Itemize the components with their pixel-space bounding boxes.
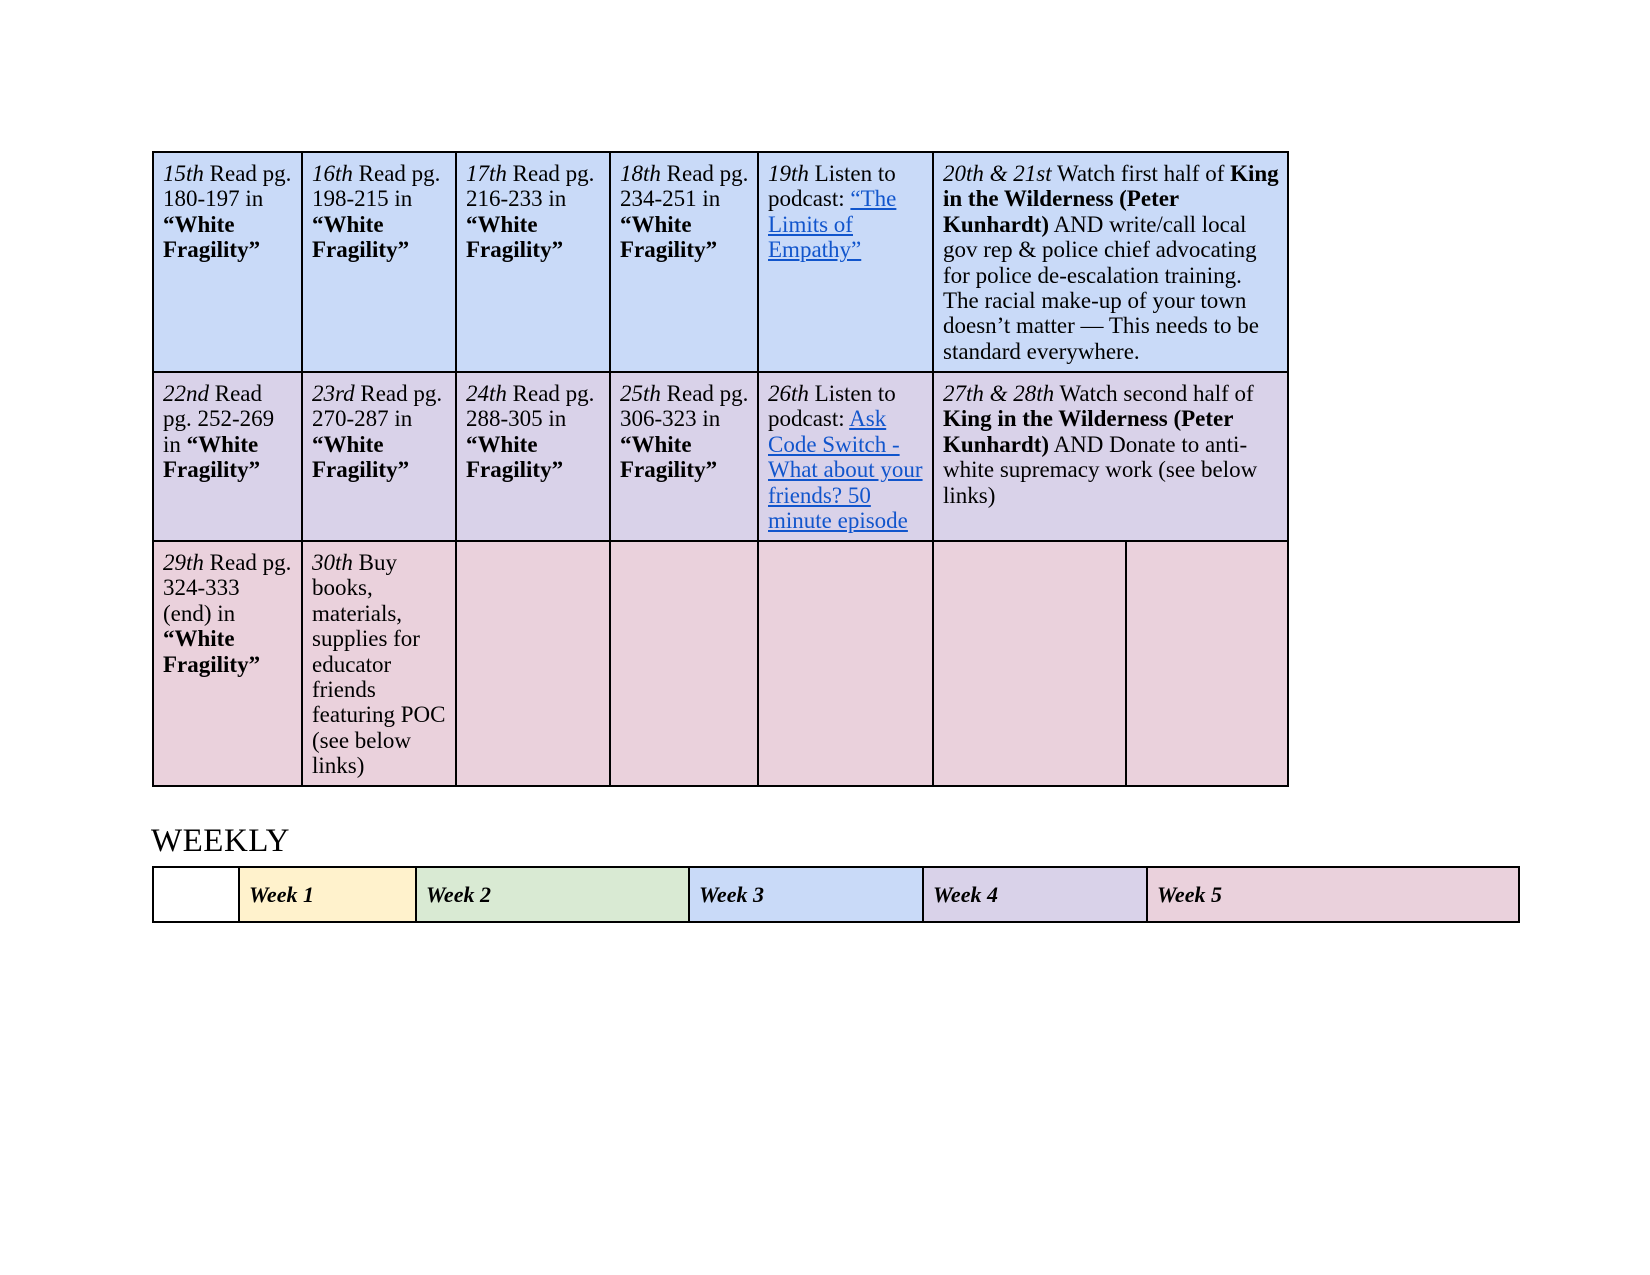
legend-week-2: Week 2 xyxy=(416,867,689,922)
book-title: “White Fragility” xyxy=(620,211,718,263)
empty-day-cell xyxy=(933,541,1126,786)
day-cell-24 xyxy=(456,372,610,541)
podcast-link-code-switch[interactable]: Ask Code Switch - What about your friends? 50 minute episode xyxy=(768,406,923,534)
weekly-legend-row xyxy=(153,867,1519,922)
empty-day-cell xyxy=(758,541,933,786)
weekly-legend-table xyxy=(152,866,1520,923)
legend-week-1: Week 1 xyxy=(239,867,416,922)
day-task: Listen to podcast: xyxy=(768,381,896,432)
day-date: 27th & 28th xyxy=(943,381,1055,406)
day-cell-18 xyxy=(610,152,758,372)
day-date: 23rd xyxy=(312,381,355,406)
calendar-table xyxy=(152,151,1289,787)
empty-day-cell xyxy=(1126,541,1288,786)
day-task-detail: AND Donate to anti-white supremacy work (see below links) xyxy=(943,431,1258,508)
book-title: “White Fragility” xyxy=(163,626,261,677)
day-date: 22nd xyxy=(163,381,209,406)
day-task: Read pg. 324-333 (end) in xyxy=(163,550,292,626)
day-date: 26th xyxy=(768,381,809,406)
day-task-detail: AND write/call local gov rep & police chief advocating for police de-escalation training. The racial make-up of your town doesn’t matter — This needs to be standard everywhere. xyxy=(943,211,1259,364)
day-date: 24th xyxy=(466,381,507,406)
day-cell-27-28 xyxy=(933,372,1288,541)
day-cell-26 xyxy=(758,372,933,541)
day-date: 17th xyxy=(466,161,507,186)
day-date: 15th xyxy=(163,161,204,186)
empty-day-cell xyxy=(610,541,758,786)
book-title: “White Fragility” xyxy=(466,431,564,483)
day-task: Read pg. 234-251 in xyxy=(620,161,749,212)
day-task: Buy books, materials, supplies for educator friends featuring POC (see below links) xyxy=(312,550,446,779)
calendar-row-week5 xyxy=(153,541,1288,786)
weekly-heading: WEEKLY xyxy=(151,823,290,859)
day-task: Read pg. 216-233 in xyxy=(466,161,595,212)
day-date: 29th xyxy=(163,550,204,575)
legend-week-4: Week 4 xyxy=(923,867,1147,922)
book-title: “White Fragility” xyxy=(312,211,410,263)
legend-week-5: Week 5 xyxy=(1147,867,1519,922)
book-title: “White Fragility” xyxy=(163,211,261,263)
day-task: Listen to podcast: xyxy=(768,161,896,212)
book-title: “White Fragility” xyxy=(163,431,261,483)
day-date: 16th xyxy=(312,161,353,186)
day-task: Read pg. 198-215 in xyxy=(312,161,441,212)
book-title: “White Fragility” xyxy=(620,431,718,483)
calendar-row-week4 xyxy=(153,372,1288,541)
day-cell-15 xyxy=(153,152,302,372)
book-title: “White Fragility” xyxy=(466,211,564,263)
empty-day-cell xyxy=(456,541,610,786)
day-cell-20-21 xyxy=(933,152,1288,372)
day-date: 30th xyxy=(312,550,353,575)
day-date: 25th xyxy=(620,381,661,406)
day-task: Read pg. 180-197 in xyxy=(163,161,292,212)
day-cell-22 xyxy=(153,372,302,541)
film-title: King in the Wilderness (Peter Kunhardt) xyxy=(943,161,1279,237)
day-task: Watch second half of xyxy=(1054,381,1254,406)
film-title: King in the Wilderness (Peter Kunhardt) xyxy=(943,406,1234,457)
day-task: Read pg. 270-287 in xyxy=(312,381,443,432)
day-task: Read pg. 288-305 in xyxy=(466,381,595,432)
day-cell-25 xyxy=(610,372,758,541)
legend-week-3: Week 3 xyxy=(689,867,923,922)
calendar-row-week3 xyxy=(153,152,1288,372)
day-task: Watch first half of xyxy=(1051,161,1231,186)
day-cell-17 xyxy=(456,152,610,372)
day-task: Read pg. 252-269 in xyxy=(163,381,275,457)
legend-empty-cell xyxy=(153,867,239,922)
day-cell-19 xyxy=(758,152,933,372)
day-cell-16 xyxy=(302,152,456,372)
day-date: 19th xyxy=(768,161,809,186)
book-title: “White Fragility” xyxy=(312,431,410,483)
day-date: 18th xyxy=(620,161,661,186)
day-date: 20th & 21st xyxy=(943,161,1052,186)
day-cell-29 xyxy=(153,541,302,786)
podcast-link-limits-of-empathy[interactable]: “The Limits of Empathy” xyxy=(768,186,897,263)
day-task: Read pg. 306-323 in xyxy=(620,381,749,432)
day-cell-30 xyxy=(302,541,456,786)
day-cell-23 xyxy=(302,372,456,541)
